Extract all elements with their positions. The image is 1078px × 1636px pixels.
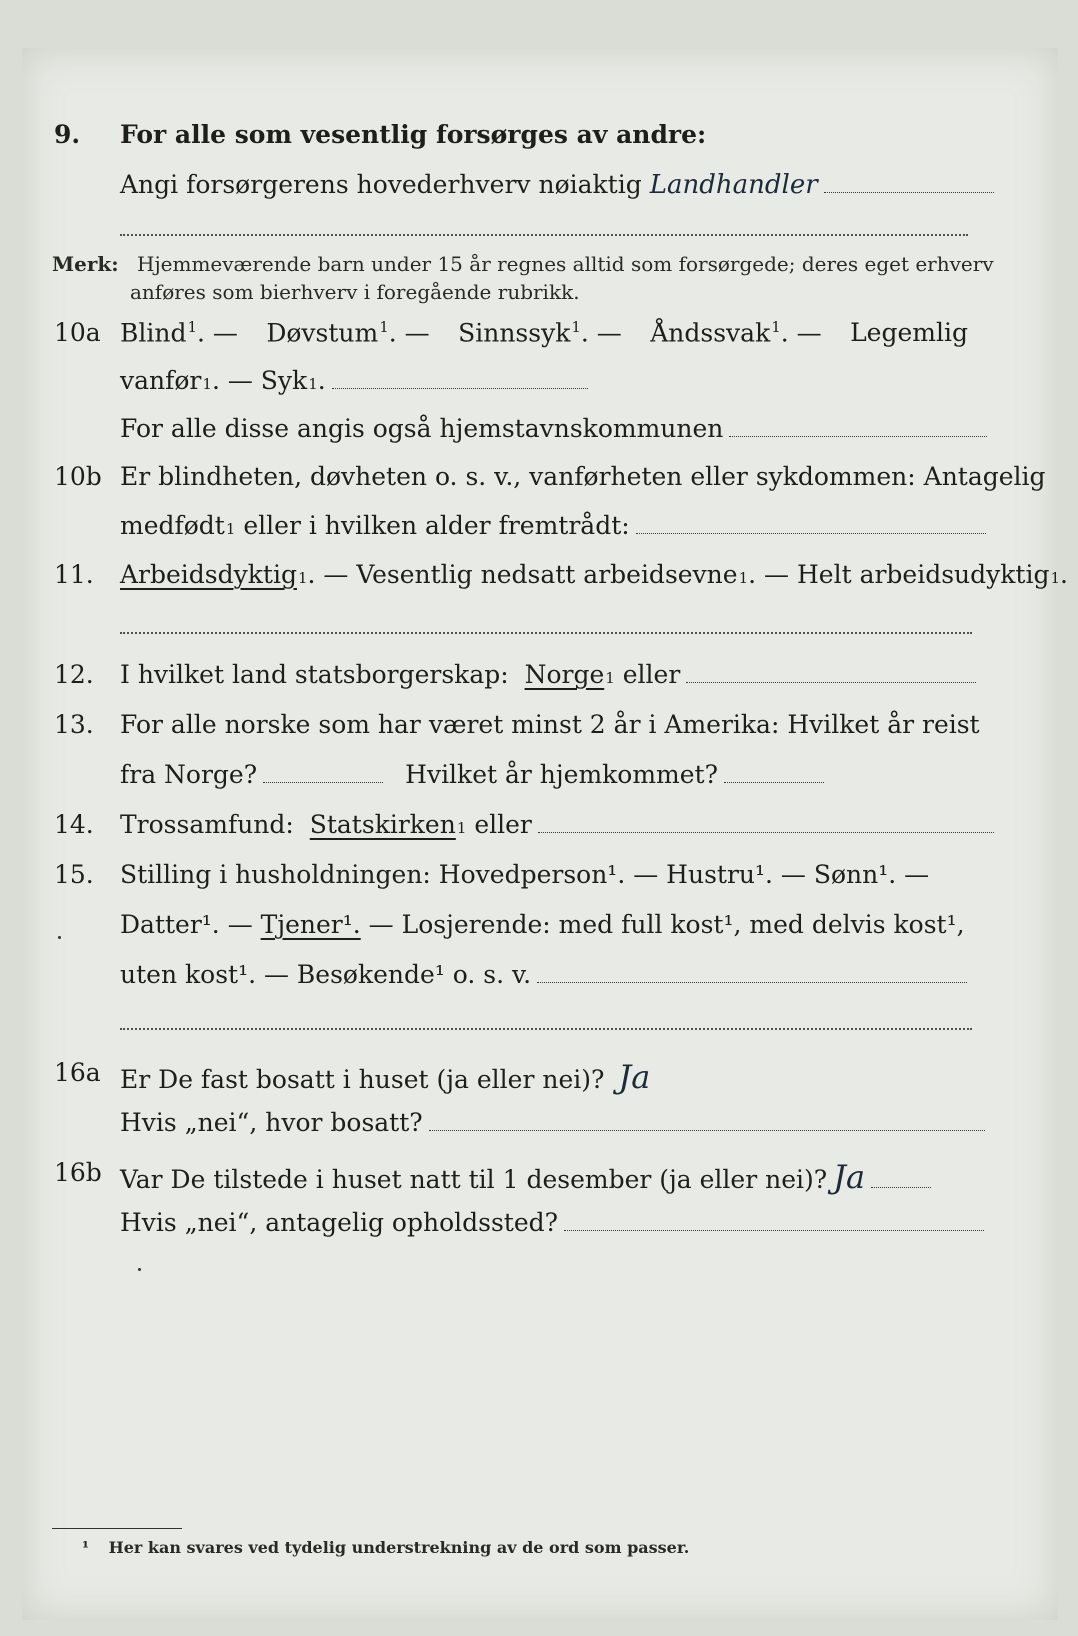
q16b-opholdssted-line xyxy=(564,1230,984,1231)
q13-hjemkommet-label: Hvilket år hjemkommet? xyxy=(405,760,719,789)
q14-label: Trossamfund: xyxy=(120,810,294,839)
paper-speck xyxy=(58,936,61,939)
q9-answer: Landhandler xyxy=(649,170,818,200)
q15-datter: Datter¹. — xyxy=(120,910,253,939)
q13-number: 13. xyxy=(54,710,94,739)
q10a-opt-andssvak: Åndssvak xyxy=(650,318,771,348)
q13-text1: For alle norske som har været minst 2 år i Amerika: Hvilket år reist xyxy=(120,710,980,739)
q10a-opt-vanfor: vanfør xyxy=(120,366,202,395)
q16b-label: Var De tilstede i huset natt til 1 desember (ja eller nei)? xyxy=(120,1165,828,1194)
q10a-hjemstavn-label: For alle disse angis også hjemstavnskommunen xyxy=(120,414,724,443)
q10a-opt-legemlig: Legemlig xyxy=(850,318,968,348)
merk-line1 xyxy=(52,252,994,276)
q13-reist-line xyxy=(263,782,383,783)
q15-opt-tjener: Tjener¹. xyxy=(260,910,361,939)
q11-opt-nedsatt: Vesentlig nedsatt arbeidsevne xyxy=(356,560,738,589)
q11-opt-arbeidsdyktig: Arbeidsdyktig xyxy=(120,560,297,589)
census-form-page: 9. For alle som vesentlig forsørges av andre: Angi forsørgerens hovederhverv nøiaktig Landhandler Merk: Hjemmeværende barn under 15 år regnes alltid som forsørgede; deres eget erhverv anføres som bierhverv i foregående rubrikk. 10a Blind$^1$. — Døvstum$^1$. — Sinnssyk$^1$. — Åndssvak$^1$. — Legemlig vanfør 1 . — Syk 1 . For alle disse angis også hjemstavnskommunen 10b Er blindheten, døvheten o. s. v., vanførheten eller sykdommen: Antagelig medfødt 1 eller i hvilken alder fremtrådt: 11. Arbeidsdyktig 1 . — Vesentlig nedsatt arbeidsevne 1 . — Helt arbeidsudyktig 1 . 12. I hvilket land statsborgerskap: Norge 1 eller 13. For alle norske som har været minst 2 år i Amerika: Hvilket år reist fra Norge? Hvilket år hjemkommet? 14. Trossamfund: Statskirken 1 eller 15. Stilling i husholdningen: Hovedperson¹. — Hustru¹. — Sønn¹. — Datter¹. — Tjener¹. — Losjerende: med full kost¹, med delvis kost¹, uten kost¹. — Besøkende¹ o. s. v. 16a Er De fast bosatt i huset (ja eller nei)? Ja Hvis „nei“, hvor bosatt? 16b Var De tilstede i huset natt til 1 desember (ja eller nei)? Ja Hvis „nei“, antagelig opholdssted? ¹ Her kan svares ved tydelig understrekning av de ord som passer. xyxy=(22,48,1058,1620)
q9-heading: For alle som vesentlig forsørges av andre: xyxy=(120,120,707,149)
q9-number: 9. xyxy=(54,120,81,149)
q12-line-fill xyxy=(686,682,976,683)
q10a-number: 10a xyxy=(54,318,101,347)
q13-hjemkommet-line xyxy=(724,782,824,783)
q12-eller: eller xyxy=(622,660,681,689)
q12-number: 12. xyxy=(54,660,94,689)
q14-eller: eller xyxy=(474,810,532,839)
q12-opt-norge: Norge xyxy=(524,660,605,689)
merk-label: Merk: xyxy=(52,252,119,276)
q10b-alder-line xyxy=(636,533,986,534)
q10b-alder-label: eller i hvilken alder fremtrådt: xyxy=(243,511,630,540)
q16b-number: 16b xyxy=(54,1158,102,1187)
q10b-medfodt: medfødt xyxy=(120,511,225,540)
q15-losjerende: — Losjerende: med full kost¹, med delvis kost¹, xyxy=(368,910,965,939)
q16b-answer: Ja xyxy=(833,1158,866,1196)
footnote-text: Her kan svares ved tydelig understrekning av de ord som passer. xyxy=(108,1538,690,1557)
q11-number: 11. xyxy=(54,560,94,589)
q10a-syk-line xyxy=(332,388,588,389)
paper-speck xyxy=(138,1268,141,1271)
merk-text2: anføres som bierhverv i foregående rubrikk. xyxy=(130,280,580,304)
q13-reist-label: fra Norge? xyxy=(120,760,258,789)
q14-number: 14. xyxy=(54,810,94,839)
q16a-answer: Ja xyxy=(618,1058,651,1096)
footnote-mark: ¹ xyxy=(82,1538,90,1557)
q10a-opt-sinnssyk: Sinnssyk xyxy=(458,318,571,348)
q15-line-fill xyxy=(537,982,967,983)
q11-opt-udyktig: Helt arbeidsudyktig xyxy=(796,560,1050,589)
q16b-opholdssted-label: Hvis „nei“, antagelig opholdssted? xyxy=(120,1208,559,1237)
q15-text3: uten kost¹. — Besøkende¹ o. s. v. xyxy=(120,960,532,989)
q14-line-fill xyxy=(538,832,994,833)
q15-text1: Stilling i husholdningen: Hovedperson¹. — Hustru¹. — Sønn¹. — xyxy=(120,860,930,889)
q11-extra-line xyxy=(120,632,972,634)
q15-extra-line xyxy=(120,1028,972,1030)
footnote xyxy=(82,1538,689,1557)
q16a-bosatt-line xyxy=(429,1130,985,1131)
merk-text1: Hjemmeværende barn under 15 år regnes alltid som forsørgede; deres eget erhverv xyxy=(137,252,994,276)
q16b-line-fill xyxy=(871,1187,931,1188)
q15-number: 15. xyxy=(54,860,94,889)
q10a-opt-syk: Syk xyxy=(260,366,308,395)
q10b-text1: Er blindheten, døvheten o. s. v., vanførheten eller sykdommen: Antagelig xyxy=(120,462,1046,491)
footnote-rule xyxy=(52,1528,182,1529)
q10a-opt-dovstum: Døvstum xyxy=(266,318,379,348)
q10a-hjemstavn-line xyxy=(729,436,987,437)
q9-extra-line xyxy=(120,234,968,236)
q16a-label: Er De fast bosatt i huset (ja eller nei)? xyxy=(120,1065,605,1094)
q10a-opt-blind: Blind xyxy=(120,318,187,348)
q9-label: Angi forsørgerens hovederhverv nøiaktig xyxy=(120,170,642,199)
q16a-number: 16a xyxy=(54,1058,101,1087)
q12-label: I hvilket land statsborgerskap: xyxy=(120,660,509,689)
q16a-bosatt-label: Hvis „nei“, hvor bosatt? xyxy=(120,1108,423,1137)
q10b-number: 10b xyxy=(54,462,102,491)
q9-dotted-line xyxy=(824,192,994,193)
q14-opt-statskirken: Statskirken xyxy=(309,810,456,839)
